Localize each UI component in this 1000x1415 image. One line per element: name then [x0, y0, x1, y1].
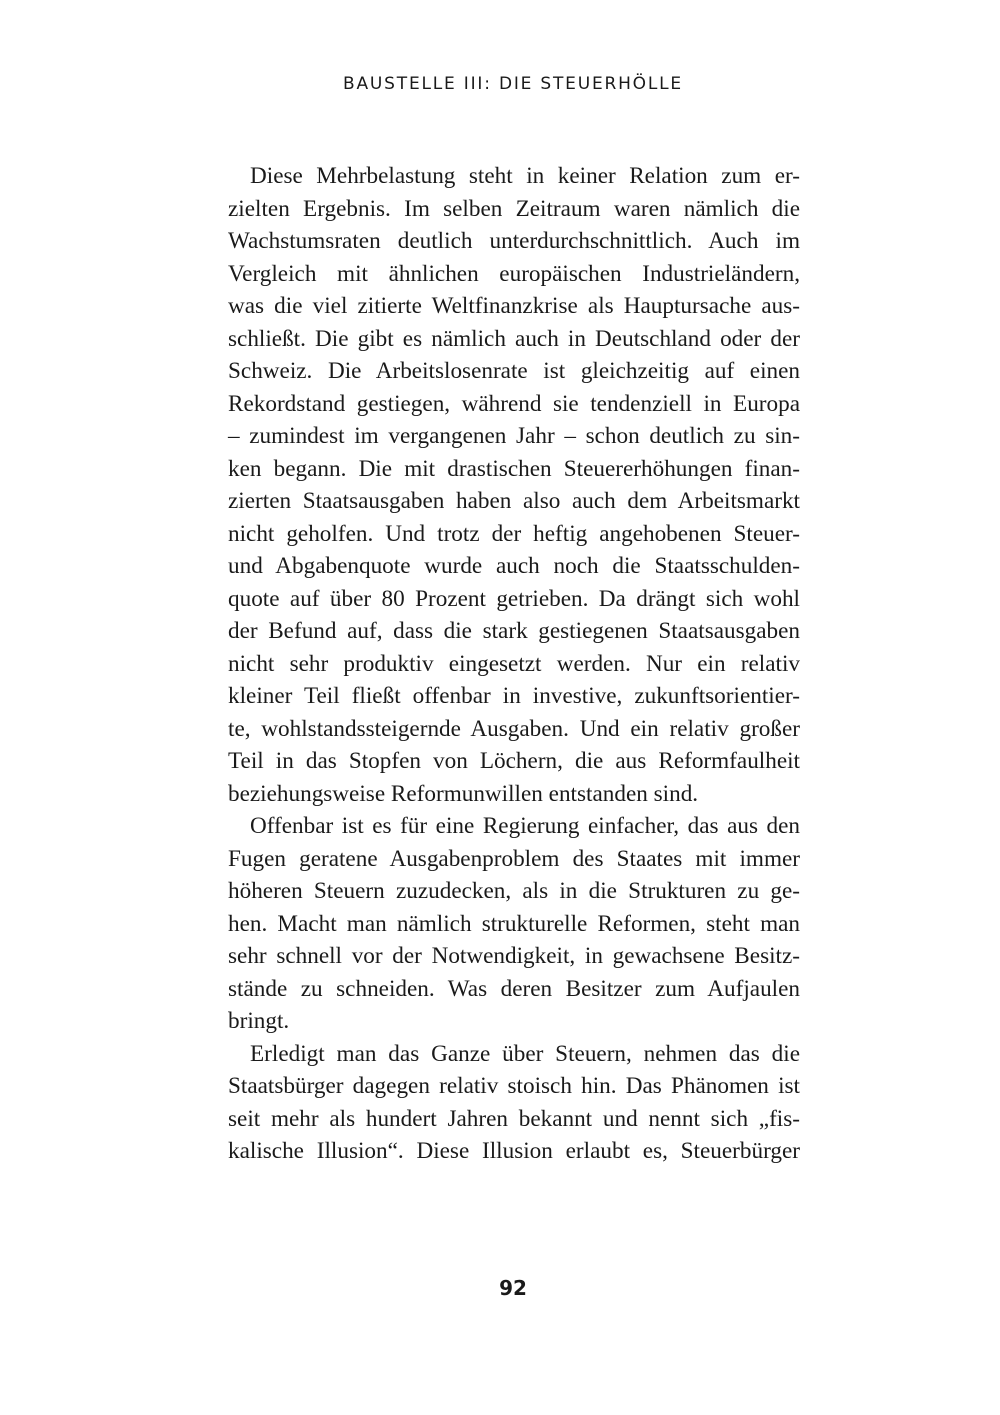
text-line: höheren Steuern zuzudecken, als in die Strukturen zu ge-	[228, 878, 800, 904]
text-line: sehr schnell vor der Notwendigkeit, in gewachsene Besitz-	[228, 943, 800, 969]
text-line: beziehungsweise Reformunwillen entstanden sind.	[228, 780, 699, 807]
text-line: Vergleich mit ähnlichen europäischen Industrieländern,	[228, 260, 800, 287]
text-line: Teil in das Stopfen von Löchern, die aus Reformfaulheit	[228, 748, 800, 774]
page-number: 92	[499, 1276, 527, 1300]
body-text	[228, 160, 800, 1168]
running-header: BAUSTELLE III: DIE STEUERHÖLLE	[343, 74, 683, 94]
text-line: und Abgabenquote wurde auch noch die Staatsschulden-	[228, 553, 800, 579]
text-line: Diese Mehrbelastung steht in keiner Relation zum er-	[250, 163, 800, 189]
text-line: quote auf über 80 Prozent getrieben. Da drängt sich wohl	[228, 585, 800, 612]
text-line: schließt. Die gibt es nämlich auch in Deutschland oder der	[228, 325, 800, 352]
text-line: bringt.	[228, 1008, 290, 1034]
text-line: nicht geholfen. Und trotz der heftig angehobenen Steuer-	[228, 520, 800, 547]
text-line: Rekordstand gestiegen, während sie tendenziell in Europa	[228, 390, 800, 417]
text-line: Offenbar ist es für eine Regierung einfacher, das aus den	[250, 813, 800, 839]
text-line: Wachstumsraten deutlich unterdurchschnittlich. Auch im	[228, 228, 800, 254]
text-line: Schweiz. Die Arbeitslosenrate ist gleichzeitig auf einen	[228, 358, 800, 384]
text-line: ken begann. Die mit drastischen Steuererhöhungen finan-	[228, 455, 800, 482]
text-line: stände zu schneiden. Was deren Besitzer zum Aufjaulen	[228, 975, 800, 1002]
text-line: te, wohlstandssteigernde Ausgaben. Und ein relativ großer	[228, 715, 800, 742]
text-line: Fugen geratene Ausgabenproblem des Staates mit immer	[228, 845, 800, 872]
text-line: – zumindest im vergangenen Jahr – schon deutlich zu sin-	[228, 423, 800, 449]
text-line: seit mehr als hundert Jahren bekannt und nennt sich „fis-	[228, 1105, 800, 1132]
text-line: kleiner Teil fließt offenbar in investive, zukunftsorientier-	[228, 683, 800, 709]
text-line: Erledigt man das Ganze über Steuern, nehmen das die	[250, 1040, 800, 1067]
text-line: nicht sehr produktiv eingesetzt werden. Nur ein relativ	[228, 650, 800, 677]
text-line: hen. Macht man nämlich strukturelle Reformen, steht man	[228, 910, 800, 937]
text-line: was die viel zitierte Weltfinanzkrise als Hauptursache aus-	[228, 293, 800, 319]
text-line: kalische Illusion“. Diese Illusion erlaubt es, Steuerbürger	[228, 1138, 800, 1164]
text-line: der Befund auf, dass die stark gestiegenen Staatsausgaben	[228, 618, 800, 644]
text-line: Staatsbürger dagegen relativ stoisch hin. Das Phänomen ist	[228, 1073, 800, 1099]
text-line: zierten Staatsausgaben haben also auch dem Arbeitsmarkt	[228, 488, 800, 514]
text-line: zielten Ergebnis. Im selben Zeitraum waren nämlich die	[228, 195, 800, 222]
